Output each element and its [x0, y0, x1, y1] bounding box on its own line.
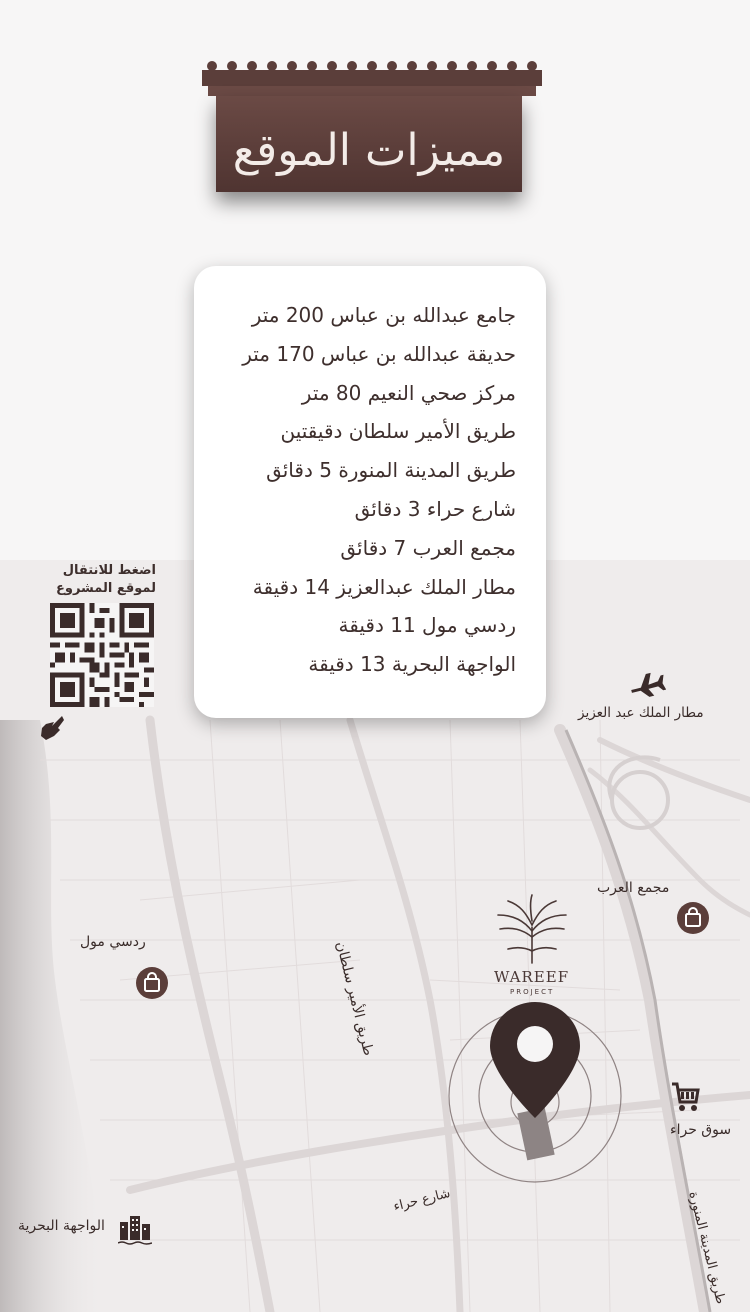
qr-label-line2: لموقع المشروع	[56, 581, 156, 596]
list-item: شارع حراء 3 دقائق	[354, 496, 516, 521]
location-pin-icon	[488, 1000, 582, 1120]
header-crown-ornament	[202, 58, 542, 98]
list-item: مطار الملك عبدالعزيز 14 دقيقة	[252, 574, 516, 599]
list-item: طريق المدينة المنورة 5 دقائق	[266, 458, 516, 483]
waterfront-label: الواجهة البحرية	[18, 1218, 105, 1234]
qr-code[interactable]	[50, 603, 154, 707]
features-card	[194, 266, 546, 718]
logo-sub: PROJECT	[510, 988, 555, 996]
page-title: مميزات الموقع	[232, 124, 506, 176]
wareef-tree-logo-icon	[490, 893, 574, 965]
header-plaque	[216, 96, 522, 192]
shopping-bag-icon	[135, 966, 169, 1000]
list-item: مجمع العرب 7 دقائق	[340, 535, 516, 560]
airplane-icon	[628, 668, 666, 698]
arab-mall-label: مجمع العرب	[597, 880, 670, 896]
pointing-hand-icon	[36, 712, 66, 742]
logo-name: WAREEF	[494, 968, 570, 986]
qr-label-line1: اضغط للانتقال	[62, 563, 156, 578]
shopping-bag-icon	[676, 901, 710, 935]
list-item: جامع عبدالله بن عباس 200 متر	[251, 303, 516, 327]
list-item: طريق الأمير سلطان دقيقتين	[280, 419, 516, 444]
list-item: مركز صحي النعيم 80 متر	[301, 380, 516, 405]
list-item: حديقة عبدالله بن عباس 170 متر	[242, 341, 516, 366]
airport-label: مطار الملك عبد العزيز	[578, 705, 704, 721]
features-list	[194, 266, 546, 684]
souq-hira-label: سوق حراء	[670, 1122, 732, 1138]
list-item: الواجهة البحرية 13 دقيقة	[308, 652, 516, 677]
qr-label	[40, 562, 156, 598]
buildings-icon	[118, 1212, 152, 1246]
madinah-road-label: طريق المدينة المنورة	[685, 1190, 728, 1306]
prince-sultan-road-label: طريق الأمير سلطان	[332, 940, 377, 1058]
red-sea-mall-label: ردسي مول	[80, 934, 146, 950]
shopping-cart-icon	[670, 1080, 700, 1114]
header	[200, 58, 545, 188]
hira-street-label: شارع حراء	[392, 1185, 452, 1215]
list-item: ردسي مول 11 دقيقة	[338, 613, 516, 638]
